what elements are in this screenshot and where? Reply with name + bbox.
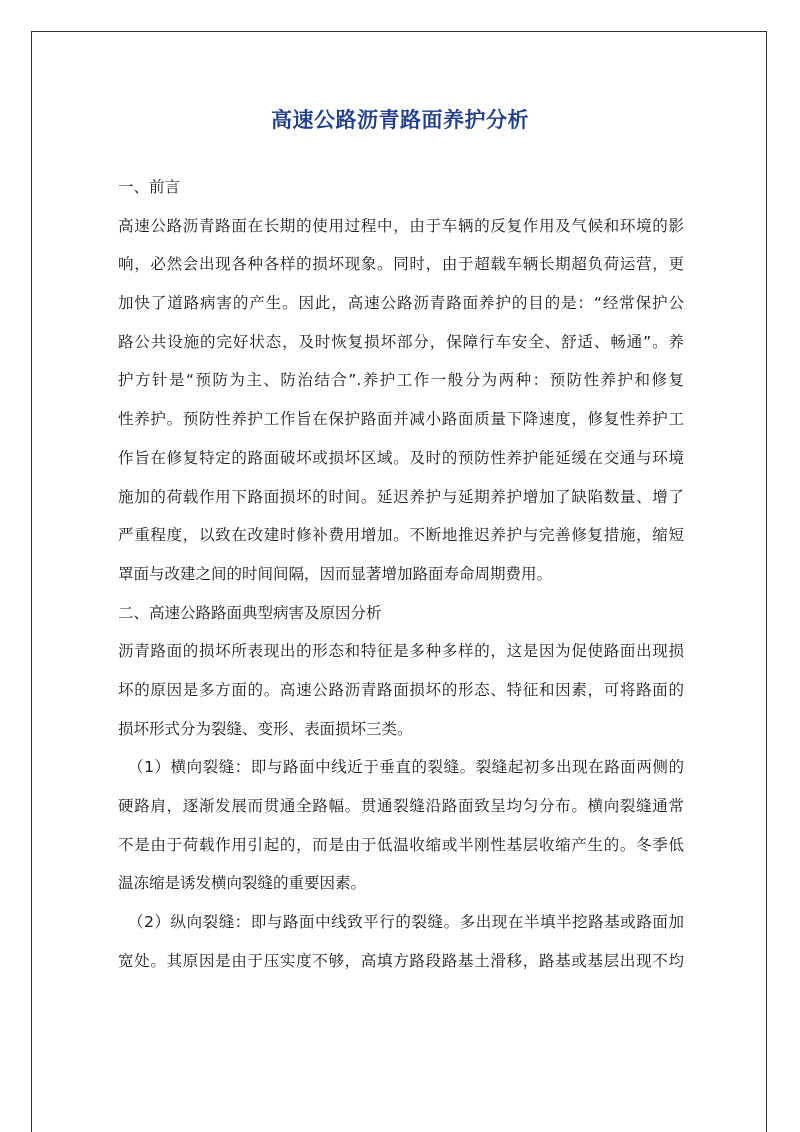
section-heading: 二、高速公路路面典型病害及原因分析 [118, 603, 382, 622]
text-line: 性养护。预防性养护工作旨在保护路面并减小路面质量下降速度，修复性养护工 [118, 410, 684, 429]
text-line: 硬路肩，逐渐发展而贯通全路幅。贯通裂缝沿路面致呈均匀分布。横向裂缝通常 [118, 797, 684, 815]
text-line: 坏的原因是多方面的。高速公路沥青路面损坏的形态、特征和因素，可将路面的 [118, 680, 684, 699]
text-line: 作旨在修复特定的路面破坏或损坏区域。及时的预防性养护能延缓在交通与环境 [118, 448, 684, 467]
text-line: 高速公路沥青路面在长期的使用过程中，由于车辆的反复作用及气候和环境的影 [118, 216, 684, 235]
text-line: 温冻缩是诱发横向裂缝的重要因素。 [118, 874, 367, 893]
text-line: 损坏形式分为裂缝、变形、表面损坏三类。 [118, 719, 413, 738]
text-line: 罩面与改建之间的时间间隔，因而显著增加路面寿命周期费用。 [118, 564, 553, 583]
text-line: 路公共设施的完好状态，及时恢复损坏部分，保障行车安全、舒适、畅通”。养 [118, 332, 684, 351]
text-line: 护方针是“预防为主、防治结合”.养护工作一般分为两种：预防性养护和修复 [118, 371, 684, 390]
document-title: 高速公路沥青路面养护分析 [271, 108, 529, 132]
text-line: 沥青路面的损坏所表现出的形态和特征是多种多样的，这是因为促使路面出现损 [118, 642, 684, 661]
text-line: （2）纵向裂缝：即与路面中线致平行的裂缝。多出现在半填半挖路基或路面加 [128, 913, 684, 932]
text-line: 加快了道路病害的产生。因此，高速公路沥青路面养护的目的是：“经常保护公 [118, 294, 684, 313]
text-line: 宽处。其原因是由于压实度不够，高填方路段路基土滑移，路基或基层出现不均 [118, 951, 684, 970]
text-line: （1）横向裂缝：即与路面中线近于垂直的裂缝。裂缝起初多出现在路面两侧的 [128, 758, 684, 777]
text-line: 施加的荷载作用下路面损坏的时间。延迟养护与延期养护增加了缺陷数量、增了 [118, 487, 684, 506]
text-line: 不是由于荷载作用引起的，而是由于低温收缩或半刚性基层收缩产生的。冬季低 [118, 835, 684, 854]
document-body [118, 168, 684, 980]
text-line: 响，必然会出现各种各样的损坏现象。同时，由于超载车辆长期超负荷运营，更 [118, 255, 684, 274]
text-line: 严重程度，以致在改建时修补费用增加。不断地推迟养护与完善修复措施，缩短 [118, 526, 684, 545]
section-heading: 一、前言 [118, 178, 181, 196]
